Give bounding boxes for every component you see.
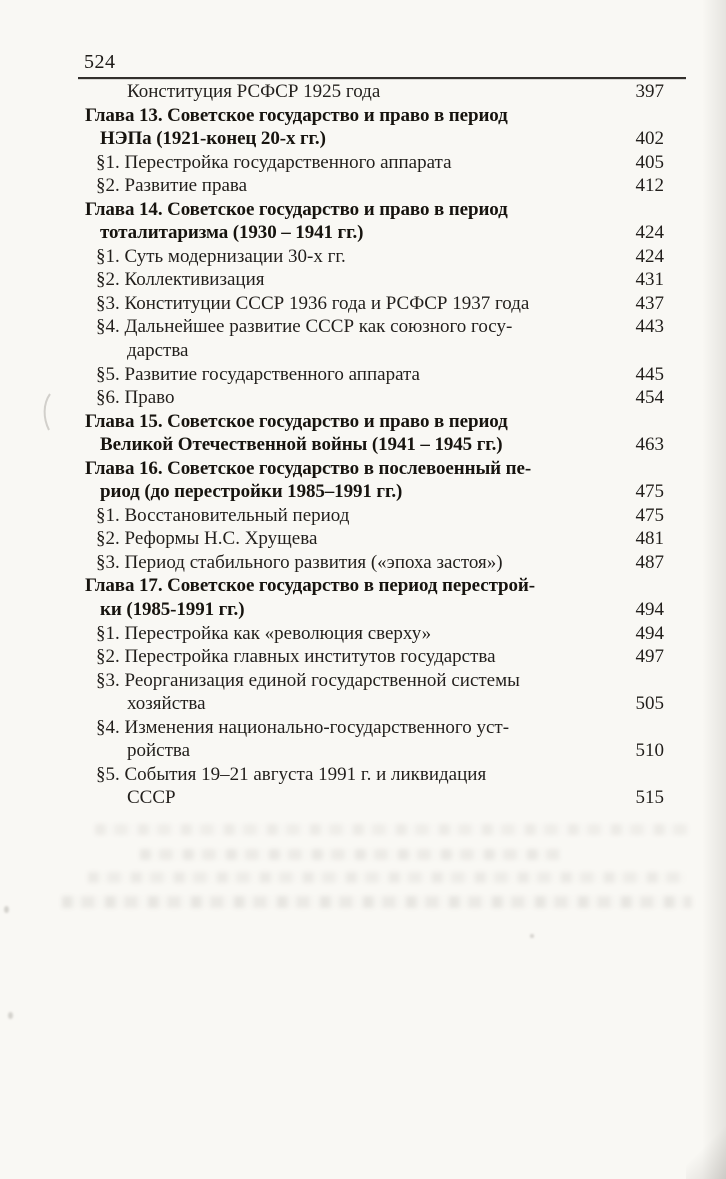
toc-page-number: 510 — [635, 740, 664, 762]
toc-row — [85, 386, 664, 410]
toc-chapter-text: Великой Отечественной войны (1941 – 1945 гг.) — [100, 434, 503, 456]
toc-row — [85, 669, 664, 693]
toc-entry-text: §2. Развитие права — [96, 175, 248, 197]
toc-entry-text: §4. Дальнейшее развитие СССР как союзного госу- — [96, 316, 513, 338]
toc-entry-text: §3. Реорганизация единой государственной системы — [96, 669, 520, 691]
toc-entry-text: §2. Реформы Н.С. Хрущева — [96, 528, 318, 550]
scan-speck — [530, 934, 534, 938]
page-edge-shadow — [702, 0, 726, 1179]
toc-row — [85, 221, 664, 245]
bleedthrough-smudge — [62, 896, 692, 908]
toc-chapter-text: Глава 13. Советское государство и право в период — [85, 104, 508, 126]
toc-row — [85, 692, 664, 716]
bleedthrough-smudge — [95, 824, 690, 835]
bleedthrough-smudge — [88, 872, 686, 883]
toc-entry-text: §3. Период стабильного развития («эпоха застоя») — [96, 551, 503, 573]
toc-chapter-text: Глава 15. Советское государство и право в период — [85, 410, 508, 432]
toc-page-number: 431 — [635, 269, 664, 291]
toc-page-number: 497 — [635, 646, 664, 668]
toc-row — [85, 457, 664, 481]
toc-entry-text: §1. Перестройка как «революция сверху» — [96, 622, 432, 644]
toc-chapter-text: Глава 17. Советское государство в период перестрой- — [85, 575, 535, 597]
toc-entry-text: хозяйства — [127, 693, 206, 715]
toc-row — [85, 198, 664, 222]
toc-row — [85, 151, 664, 175]
toc-row — [85, 104, 664, 128]
toc-page-number: 412 — [635, 175, 664, 197]
toc-entry-text: §5. События 19–21 августа 1991 г. и ликвидация — [96, 763, 487, 785]
toc-page-number: 487 — [635, 551, 664, 573]
toc-row — [85, 433, 664, 457]
toc-page-number: 481 — [635, 528, 664, 550]
toc-row — [85, 716, 664, 740]
toc-list — [85, 80, 664, 810]
toc-row — [85, 410, 664, 434]
toc-row — [85, 363, 664, 387]
toc-entry-text: §2. Коллективизация — [96, 269, 265, 291]
toc-page-number: 405 — [635, 151, 664, 173]
toc-entry-text: §2. Перестройка главных институтов государства — [96, 646, 496, 668]
toc-row — [85, 786, 664, 810]
toc-entry-text: §1. Перестройка государственного аппарата — [96, 151, 452, 173]
toc-entry-text: Конституция РСФСР 1925 года — [127, 81, 381, 102]
toc-row — [85, 598, 664, 622]
toc-page-number: 443 — [635, 316, 664, 338]
toc-page-number: 515 — [635, 787, 664, 809]
toc-page-number: 463 — [635, 434, 664, 456]
header-rule — [78, 77, 686, 79]
toc-row — [85, 292, 664, 316]
toc-row — [85, 551, 664, 575]
toc-row — [85, 622, 664, 646]
toc-page-number: 424 — [635, 245, 664, 267]
toc-page-number: 437 — [635, 292, 664, 314]
toc-page-number: 402 — [635, 128, 664, 150]
toc-row — [85, 527, 664, 551]
toc-row — [85, 268, 664, 292]
toc-page-number: 445 — [635, 363, 664, 385]
toc-entry-text: дарства — [127, 340, 189, 362]
toc-row — [85, 739, 664, 763]
toc-entry-text: §1. Суть модернизации 30-х гг. — [96, 245, 346, 267]
toc-chapter-text: Глава 16. Советское государство в послевоенный пе- — [85, 457, 532, 479]
toc-chapter-text: ки (1985-1991 гг.) — [100, 599, 245, 621]
toc-entry-text: СССР — [127, 787, 176, 809]
toc-page-number: 475 — [635, 481, 664, 503]
toc-page-number: 424 — [635, 222, 664, 244]
scan-speck — [4, 906, 9, 913]
toc-row — [85, 315, 664, 339]
toc-entry-text: §5. Развитие государственного аппарата — [96, 363, 420, 385]
toc-chapter-text: Глава 14. Советское государство и право в период — [85, 198, 508, 220]
toc-row — [85, 174, 664, 198]
toc-entry-text: §1. Восстановительный период — [96, 504, 350, 526]
toc-row — [85, 645, 664, 669]
toc-page-number: 505 — [635, 693, 664, 715]
toc-page-number: 494 — [635, 599, 664, 621]
toc-page-number: 475 — [635, 504, 664, 526]
pen-mark-artifact — [40, 392, 54, 432]
toc-page-number: 494 — [635, 622, 664, 644]
toc-row — [85, 245, 664, 269]
toc-page-number: 397 — [635, 81, 664, 102]
toc-chapter-text: НЭПа (1921-конец 20-х гг.) — [100, 128, 326, 150]
toc-page-number: 454 — [635, 387, 664, 409]
toc-chapter-text: риод (до перестройки 1985–1991 гг.) — [100, 481, 403, 503]
toc-entry-text: §4. Изменения национально-государственного уст- — [96, 716, 510, 738]
toc-entry-text: §6. Право — [96, 387, 175, 409]
toc-entry-text: ройства — [127, 740, 191, 762]
toc-row — [85, 480, 664, 504]
page-number: 524 — [84, 51, 116, 73]
toc-row — [85, 504, 664, 528]
toc-row — [85, 574, 664, 598]
toc-row — [85, 339, 664, 363]
scan-speck — [8, 1012, 13, 1019]
toc-chapter-text: тоталитаризма (1930 – 1941 гг.) — [100, 222, 364, 244]
toc-row — [85, 127, 664, 151]
toc-row — [85, 80, 664, 104]
toc-row — [85, 763, 664, 787]
page-corner-shadow — [686, 1119, 726, 1179]
bleedthrough-smudge — [140, 849, 560, 860]
toc-entry-text: §3. Конституции СССР 1936 года и РСФСР 1937 года — [96, 292, 530, 314]
